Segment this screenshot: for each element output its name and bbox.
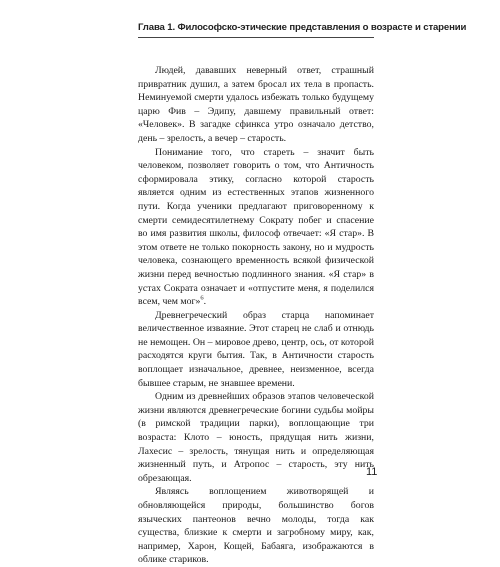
page-number: 11 bbox=[366, 466, 378, 478]
paragraph: Являясь воплощением животворящей и обновляющейся природы, большинство богов языческих пантеонов вечно молоды, тогда как существа, близкие к смерти и загробному миру, как, например, Харон, Кощей, Бабаяга, изображаются в облике стариков. bbox=[138, 486, 374, 566]
paragraph: Людей, дававших неверный ответ, страшный привратник душил, а затем бросал их тела в пропасть. Неминуемой смерти удалось избежать только будущему царю Фив – Эдипу, давшему правильный ответ: «Человек». В загадке сфинкса утро означало детство, день – зрелость, а вечер – старость. bbox=[138, 65, 374, 144]
running-head: Глава 1. Философско-этические представления о возрасте и старении bbox=[138, 22, 467, 33]
header-rule bbox=[138, 37, 374, 38]
paragraph: Древнегреческий образ старца напоминает величественное изваяние. Этот старец не слаб и отнюдь не немощен. Он – мировое древо, центр, ось, от которой расходятся круги бытия. Так, в Античности старость воплощает изначальное, древнее, неизменное, всегда бывшее старым, не знавшее времени. bbox=[138, 309, 374, 389]
paragraph-text: Понимание того, что стареть – значит быть человеком, позволяет говорить о том, что Античность сформировала этику, согласно которой старость является одним из естественных этапов жизненного пути. Когда ученики предлагают приговоренному к смерти семидесятилетнему Сократу побег и спасение во имя развития школы, философ отвечает: «Я стар». В этом ответе не только покорность закону, но и мудрость человека, сознающего временность всякой физической жизни перед вечностью подлинного знания. «Я стар» в устах Сократа означает и «отпустите меня, я поделился всем, чем мог» bbox=[138, 146, 374, 308]
paragraph-end-punctuation: . bbox=[203, 296, 207, 308]
body-text bbox=[138, 64, 374, 567]
paragraph bbox=[138, 146, 374, 309]
footnote-marker: 6 bbox=[200, 294, 204, 302]
paragraph: Одним из древнейших образов этапов человеческой жизни являются древнегреческие богини судьбы мойры (в римской традиции парки), воплощающие три возраста: Клото – юность, прядущая нить жизни, Лахесис – зрелость, тянущая нить и определяющая жизненный путь, и Атропос – старость, эту нить обрезающая. bbox=[138, 391, 374, 484]
